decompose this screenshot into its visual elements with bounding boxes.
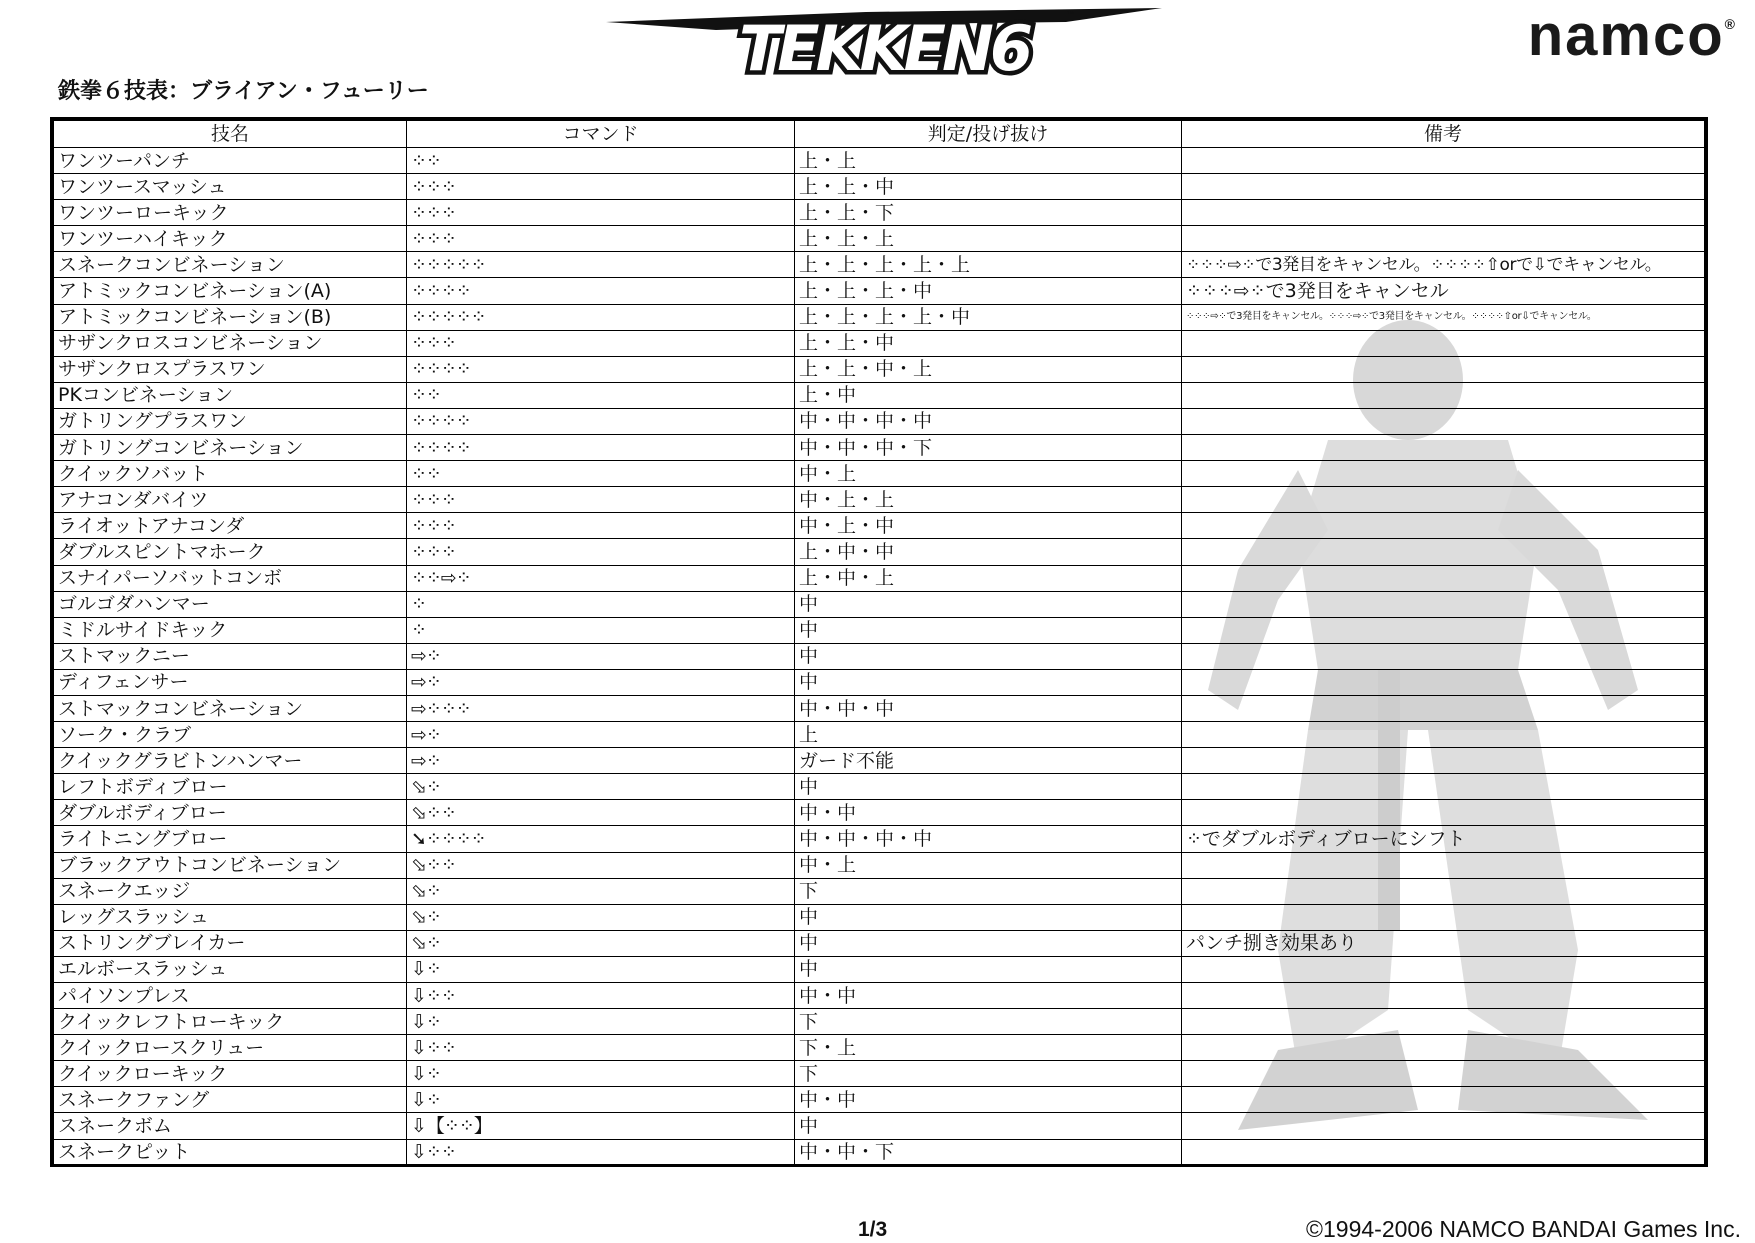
tekken6-logo-text: TEKKEN6 [738,12,1030,85]
move-hit-level-cell: 上・上・下 [795,200,1182,226]
move-hit-level-cell: 中 [795,904,1182,930]
move-name-cell: スネークボム [54,1113,407,1139]
table-header-row [54,121,1705,148]
move-command-cell: ⁘⁘ [407,461,795,487]
move-command-cell: ⁘⁘⁘ [407,513,795,539]
move-name-cell: クイックレフトローキック [54,1009,407,1035]
move-hit-level-cell: 中・中・中・中 [795,826,1182,852]
move-hit-level-cell: 中・中・中・中 [795,408,1182,434]
move-command-cell: ⇨⁘ [407,748,795,774]
move-note-cell [1182,800,1705,826]
namco-logo: namco® [1527,3,1737,68]
move-command-cell: ⁘⁘⁘ [407,200,795,226]
move-hit-level-cell: 上・中・上 [795,565,1182,591]
move-command-cell: ⇨⁘ [407,643,795,669]
table-row [54,461,1705,487]
table-row [54,800,1705,826]
table-row [54,330,1705,356]
move-table [53,120,1705,1166]
move-name-cell: アナコンダバイツ [54,487,407,513]
move-name-cell: ワンツーパンチ [54,148,407,174]
move-note-cell [1182,513,1705,539]
table-row [54,226,1705,252]
move-name-cell: ストマックコンビネーション [54,695,407,721]
table-row [54,565,1705,591]
move-note-cell [1182,408,1705,434]
move-hit-level-cell: 上・上・中・上 [795,356,1182,382]
move-name-cell: レッグスラッシュ [54,904,407,930]
move-name-cell: クイックローキック [54,1061,407,1087]
table-row [54,1087,1705,1113]
move-name-cell: スネークピット [54,1139,407,1165]
table-row [54,304,1705,330]
move-name-cell: ライオットアナコンダ [54,513,407,539]
svg-text:™: ™ [1066,11,1075,21]
move-name-cell: ダブルボディブロー [54,800,407,826]
move-command-cell: ⬂⁘⁘ [407,800,795,826]
move-note-cell [1182,330,1705,356]
table-row [54,435,1705,461]
move-name-cell: スネークコンビネーション [54,252,407,278]
move-hit-level-cell: 中 [795,591,1182,617]
move-hit-level-cell: 中・中・中・下 [795,435,1182,461]
move-hit-level-cell: 下 [795,1009,1182,1035]
move-note-cell: ⁘⁘⁘⇨⁘で3発目をキャンセル。⁘⁘⁘⁘⇧orで⇩でキャンセル。 [1182,252,1705,278]
table-row [54,278,1705,304]
move-note-cell [1182,382,1705,408]
move-note-cell [1182,565,1705,591]
move-note-cell [1182,669,1705,695]
move-command-cell: ⬂⁘ [407,774,795,800]
move-hit-level-cell: 中・中 [795,983,1182,1009]
column-header-hit: 判定/投げ抜け [795,121,1182,148]
move-note-cell [1182,591,1705,617]
move-name-cell: ディフェンサー [54,669,407,695]
move-note-cell [1182,487,1705,513]
table-row [54,591,1705,617]
move-hit-level-cell: 上・上 [795,148,1182,174]
move-name-cell: クイックグラビトンハンマー [54,748,407,774]
move-hit-level-cell: 中・中・下 [795,1139,1182,1165]
move-note-cell [1182,617,1705,643]
move-hit-level-cell: 中・中・中 [795,695,1182,721]
move-name-cell: ワンツースマッシュ [54,174,407,200]
table-row [54,852,1705,878]
namco-logo-text: namco [1527,3,1725,68]
move-name-cell: ガトリングプラスワン [54,408,407,434]
move-note-cell [1182,1035,1705,1061]
move-note-cell [1182,904,1705,930]
table-row [54,878,1705,904]
table-row [54,174,1705,200]
move-name-cell: スナイパーソバットコンボ [54,565,407,591]
move-name-cell: ガトリングコンビネーション [54,435,407,461]
table-row [54,695,1705,721]
move-note-cell [1182,435,1705,461]
move-hit-level-cell: 上・上・上・上・上 [795,252,1182,278]
copyright: ©1994‐2006 NAMCO BANDAI Games Inc. [1306,1216,1741,1242]
move-note-cell [1182,695,1705,721]
table-row [54,356,1705,382]
move-note-cell [1182,1139,1705,1165]
table-row [54,1113,1705,1139]
move-command-cell: ⁘⁘⁘⁘ [407,435,795,461]
move-command-cell: ⁘⁘⁘ [407,487,795,513]
move-command-cell: ⇩⁘⁘ [407,1035,795,1061]
move-name-cell: ダブルスピントマホーク [54,539,407,565]
move-command-cell: ⁘⁘⁘ [407,330,795,356]
move-command-cell: ⬂⁘ [407,878,795,904]
move-command-cell: ⁘ [407,591,795,617]
move-command-cell: ⁘⁘⁘ [407,174,795,200]
move-command-cell: ⁘⁘⁘⁘ [407,278,795,304]
move-name-cell: ワンツーハイキック [54,226,407,252]
move-name-cell: レフトボディブロー [54,774,407,800]
move-hit-level-cell: 上・上・中 [795,174,1182,200]
move-name-cell: ストリングブレイカー [54,930,407,956]
move-note-cell [1182,1061,1705,1087]
move-hit-level-cell: 中・中 [795,1087,1182,1113]
move-command-cell: ⁘⁘⁘⁘ [407,356,795,382]
move-hit-level-cell: 中・上・中 [795,513,1182,539]
move-command-cell: ➘⁘⁘⁘⁘ [407,826,795,852]
column-header-note: 備考 [1182,121,1705,148]
table-row [54,539,1705,565]
move-command-cell: ⇩⁘⁘ [407,1139,795,1165]
move-name-cell: ワンツーローキック [54,200,407,226]
move-command-cell: ⁘ [407,617,795,643]
move-command-cell: ⁘⁘ [407,148,795,174]
move-command-cell: ⇩⁘ [407,1061,795,1087]
table-row [54,1061,1705,1087]
move-hit-level-cell: 中 [795,930,1182,956]
move-command-cell: ⇨⁘ [407,722,795,748]
move-hit-level-cell: 中・中 [795,800,1182,826]
move-hit-level-cell: 下・上 [795,1035,1182,1061]
move-note-cell [1182,722,1705,748]
move-command-cell: ⬂⁘ [407,930,795,956]
move-name-cell: サザンクロスプラスワン [54,356,407,382]
table-row [54,148,1705,174]
move-command-cell: ⇩⁘ [407,1009,795,1035]
move-note-cell: ⁘でダブルボディブローにシフト [1182,826,1705,852]
move-note-cell: ⁘⁘⁘⇨⁘で3発目をキャンセル [1182,278,1705,304]
move-note-cell [1182,1087,1705,1113]
move-note-cell [1182,956,1705,982]
move-hit-level-cell: 上・上・中 [795,330,1182,356]
move-name-cell: エルボースラッシュ [54,956,407,982]
move-list-table [50,117,1708,1167]
table-row [54,904,1705,930]
move-command-cell: ⇩⁘ [407,956,795,982]
move-name-cell: ミドルサイドキック [54,617,407,643]
move-command-cell: ⁘⁘⁘ [407,539,795,565]
move-hit-level-cell: 中・上・上 [795,487,1182,513]
table-row [54,722,1705,748]
move-note-cell: ⁘⁘⁘⇨⁘で3発目をキャンセル。⁘⁘⁘⇨⁘で3発目をキャンセル。⁘⁘⁘⁘⇧or⇩でキャンセル。 [1182,304,1705,330]
move-note-cell [1182,748,1705,774]
move-name-cell: ブラックアウトコンビネーション [54,852,407,878]
move-name-cell: スネークエッジ [54,878,407,904]
move-note-cell [1182,356,1705,382]
page-number: 1/3 [858,1218,888,1241]
move-note-cell: パンチ捌き効果あり [1182,930,1705,956]
move-command-cell: ⇩⁘⁘ [407,983,795,1009]
table-row [54,252,1705,278]
move-name-cell: クイックソバット [54,461,407,487]
move-name-cell: アトミックコンビネーション(A) [54,278,407,304]
table-row [54,748,1705,774]
move-name-cell: ストマックニー [54,643,407,669]
move-note-cell [1182,461,1705,487]
tekken6-logo [596,4,1172,86]
move-hit-level-cell: 上 [795,722,1182,748]
move-command-cell: ⁘⁘⁘⁘⁘ [407,304,795,330]
move-hit-level-cell: 上・中・中 [795,539,1182,565]
move-hit-level-cell: 上・上・上・上・中 [795,304,1182,330]
move-hit-level-cell: ガード不能 [795,748,1182,774]
move-name-cell: ライトニングブロー [54,826,407,852]
table-row [54,1009,1705,1035]
table-row [54,669,1705,695]
move-command-cell: ⬂⁘ [407,904,795,930]
move-hit-level-cell: 上・上・上・中 [795,278,1182,304]
column-header-command: コマンド [407,121,795,148]
table-row [54,643,1705,669]
table-row [54,1035,1705,1061]
move-command-cell: ⁘⁘ [407,382,795,408]
table-row [54,617,1705,643]
table-row [54,983,1705,1009]
move-command-cell: ⇩⁘ [407,1087,795,1113]
move-command-cell: ⬂⁘⁘ [407,852,795,878]
move-note-cell [1182,1113,1705,1139]
table-row [54,774,1705,800]
move-note-cell [1182,200,1705,226]
move-command-cell: ⇨⁘⁘⁘ [407,695,795,721]
move-note-cell [1182,852,1705,878]
move-hit-level-cell: 中 [795,617,1182,643]
move-hit-level-cell: 上・中 [795,382,1182,408]
move-note-cell [1182,539,1705,565]
table-row [54,1139,1705,1165]
move-note-cell [1182,983,1705,1009]
move-note-cell [1182,878,1705,904]
move-note-cell [1182,643,1705,669]
move-hit-level-cell: 中 [795,956,1182,982]
table-row [54,487,1705,513]
move-name-cell: ソーク・クラブ [54,722,407,748]
move-hit-level-cell: 中 [795,643,1182,669]
move-note-cell [1182,226,1705,252]
table-row [54,930,1705,956]
table-row [54,200,1705,226]
move-name-cell: アトミックコンビネーション(B) [54,304,407,330]
move-name-cell: サザンクロスコンビネーション [54,330,407,356]
move-command-cell: ⁘⁘⇨⁘ [407,565,795,591]
move-command-cell: ⁘⁘⁘⁘ [407,408,795,434]
move-note-cell [1182,148,1705,174]
move-command-cell: ⁘⁘⁘ [407,226,795,252]
column-header-name: 技名 [54,121,407,148]
move-hit-level-cell: 中・上 [795,461,1182,487]
move-note-cell [1182,174,1705,200]
move-hit-level-cell: 中 [795,774,1182,800]
move-hit-level-cell: 中 [795,669,1182,695]
move-name-cell: パイソンプレス [54,983,407,1009]
move-note-cell [1182,1009,1705,1035]
move-name-cell: スネークファング [54,1087,407,1113]
move-command-cell: ⁘⁘⁘⁘⁘ [407,252,795,278]
table-row [54,956,1705,982]
move-name-cell: PKコンビネーション [54,382,407,408]
table-row [54,382,1705,408]
page-title: 鉄拳６技表：ブライアン・フューリー [58,79,429,104]
move-hit-level-cell: 上・上・上 [795,226,1182,252]
table-row [54,408,1705,434]
move-name-cell: クイックロースクリュー [54,1035,407,1061]
move-name-cell: ゴルゴダハンマー [54,591,407,617]
move-hit-level-cell: 中・上 [795,852,1182,878]
move-hit-level-cell: 中 [795,1113,1182,1139]
move-note-cell [1182,774,1705,800]
move-hit-level-cell: 下 [795,1061,1182,1087]
table-row [54,826,1705,852]
move-hit-level-cell: 下 [795,878,1182,904]
move-rows [54,148,1705,1166]
move-command-cell: ⇨⁘ [407,669,795,695]
move-command-cell: ⇩【⁘⁘】 [407,1113,795,1139]
table-row [54,513,1705,539]
